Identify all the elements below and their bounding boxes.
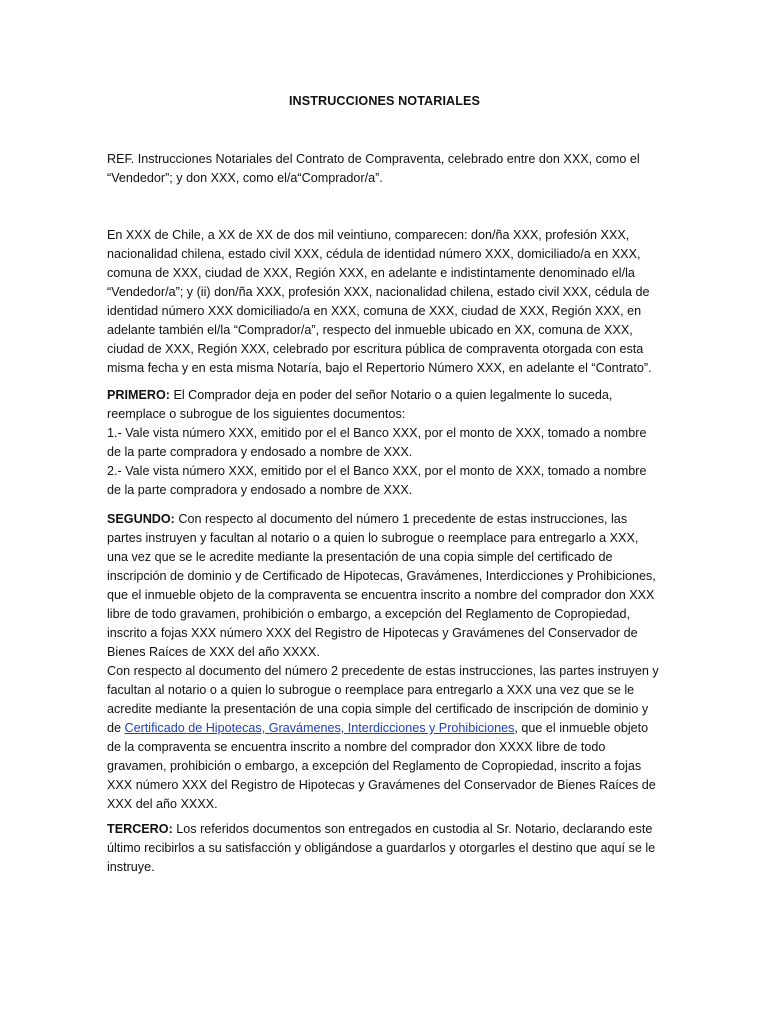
clause-segundo-text-2-after: , que el inmueble objeto de la compraventa se encuentra inscrito a nombre del comprador don XXXX libre de todo gravamen, prohibición o embargo, a excepción del Reglamento de Copropiedad, inscrito a fojas XXX número XXX del Registro de Hipotecas y Gravámenes del Conservador de Bienes Raíces de XXX del año XXXX.: [107, 721, 656, 811]
clause-segundo-label: SEGUNDO:: [107, 512, 175, 526]
document-title: INSTRUCCIONES NOTARIALES: [288, 94, 481, 108]
clause-primero-text: El Comprador deja en poder del señor Notario o a quien legalmente lo suceda, reemplace o subrogue de los siguientes documentos:: [107, 388, 613, 421]
intro-paragraph: En XXX de Chile, a XX de XX de dos mil veintiuno, comparecen: don/ña XXX, profesión XXX, nacionalidad chilena, estado civil XXX, cédula de identidad número XXX, domiciliado/a en XXX, comuna de XXX, ciudad de XXX, Región XXX, en adelante e indistintamente denominado el/la “Vendedor/a”; y (ii) don/ña XXX, profesión XXX, nacionalidad chilena, estado civil XXX, cédula de identidad número XXX domiciliado/a en XXX, comuna de XXX, ciudad de XXX, Región XXX, en adelante también el/la “Comprador/a”, respecto del inmueble ubicado en XX, comuna de XXX, ciudad de XXX, Región XXX, celebrado por escritura pública de compraventa otorgada con esta misma fecha y en esta misma Notaría, bajo el Repertorio Número XXX, en adelante el “Contrato”.: [107, 228, 652, 375]
clause-tercero: [107, 820, 662, 877]
clause-primero-label: PRIMERO:: [107, 388, 170, 402]
certificate-link[interactable]: Certificado de Hipotecas, Gravámenes, Interdicciones y Prohibiciones: [124, 721, 515, 735]
clause-segundo-part-2: [107, 662, 662, 814]
clause-tercero-label: TERCERO:: [107, 822, 173, 836]
clause-primero: [107, 386, 662, 500]
clause-primero-item-2: 2.- Vale vista número XXX, emitido por el el Banco XXX, por el monto de XXX, tomado a nombre de la parte compradora y endosado a nombre de XXX.: [107, 464, 647, 497]
reference-paragraph: REF. Instrucciones Notariales del Contrato de Compraventa, celebrado entre don XXX, como el “Vendedor”; y don XXX, como el/a“Comprador/a”.: [107, 152, 640, 185]
clause-primero-item-1: 1.- Vale vista número XXX, emitido por el el Banco XXX, por el monto de XXX, tomado a nombre de la parte compradora y endosado a nombre de XXX.: [107, 426, 647, 459]
clause-segundo-text-2-before: Con respecto al documento del número 2 precedente de estas instrucciones, las partes instruyen y facultan al notario o a quien lo subrogue o reemplace para entregarlo a XXX una vez que se le acredite mediante la presentación de una copia simple del certificado de inscripción de dominio y de: [107, 664, 659, 735]
clause-segundo-part-1: [107, 510, 662, 662]
clause-tercero-text: Los referidos documentos son entregados en custodia al Sr. Notario, declarando este último recibirlos a su satisfacción y obligándose a guardarlos y otorgarles el destino que aquí se le instruye.: [107, 822, 656, 874]
clause-primero-heading: [107, 386, 662, 424]
clause-segundo: [107, 510, 662, 814]
clause-segundo-text-1: Con respecto al documento del número 1 precedente de estas instrucciones, las partes instruyen y facultan al notario o a quien lo subrogue o reemplace para entregarlo a XXX, una vez que se le acredite mediante la presentación de una copia simple del certificado de inscripción de dominio y de Certificado de Hipotecas, Gravámenes, Interdicciones y Prohibiciones, que el inmueble objeto de la compraventa se encuentra inscrito a nombre del comprador don XXX libre de todo gravamen, prohibición o embargo, a excepción del Reglamento de Copropiedad, inscrito a fojas XXX número XXX del Registro de Hipotecas y Gravámenes del Conservador de Bienes Raíces de XXX del año XXXX.: [107, 512, 656, 659]
